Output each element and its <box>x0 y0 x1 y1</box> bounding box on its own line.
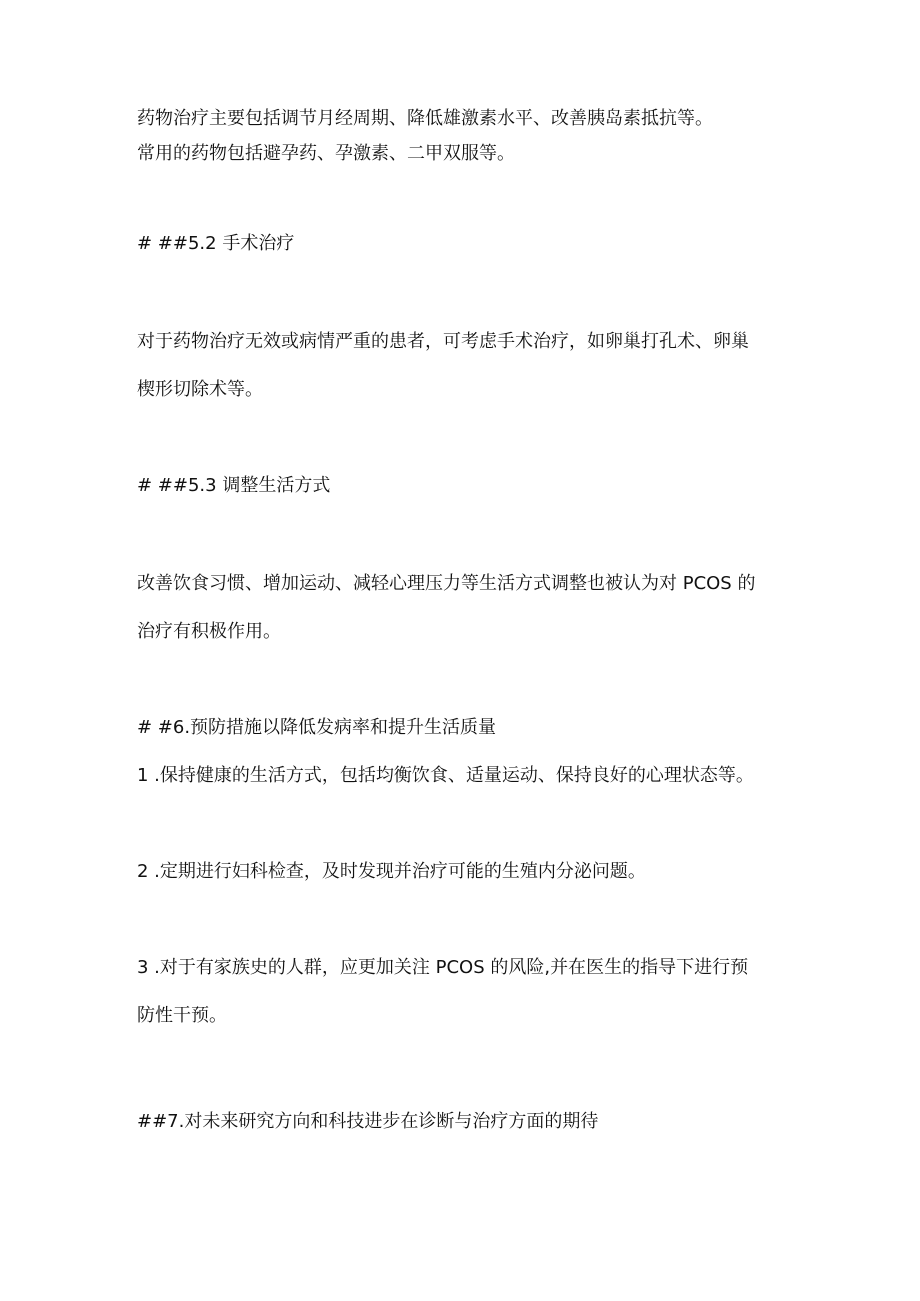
section-heading-5-2: # ##5.2 手术治疗 <box>137 233 295 254</box>
section-heading-5-3: # ##5.3 调整生活方式 <box>137 475 331 496</box>
list-item: 2 .定期进行妇科检查，及时发现并治疗可能的生殖内分泌问题。 <box>137 861 646 882</box>
section-heading-7: ##7.对未来研究方向和科技进步在诊断与治疗方面的期待 <box>137 1111 599 1132</box>
paragraph-line: 药物治疗主要包括调节月经周期、降低雄激素水平、改善胰岛素抵抗等。 <box>137 108 713 129</box>
list-item: 1 .保持健康的生活方式，包括均衡饮食、适量运动、保持良好的心理状态等。 <box>137 765 754 786</box>
paragraph-line: 对于药物治疗无效或病情严重的患者，可考虑手术治疗，如卵巢打孔术、卵巢 <box>137 331 749 352</box>
paragraph-line: 楔形切除术等。 <box>137 379 263 400</box>
section-heading-6: # #6.预防措施以降低发病率和提升生活质量 <box>137 717 497 738</box>
list-item-continuation: 防性干预。 <box>137 1005 227 1026</box>
paragraph-line: 改善饮食习惯、增加运动、减轻心理压力等生活方式调整也被认为对 PCOS 的 <box>137 573 756 594</box>
paragraph-line: 常用的药物包括避孕药、孕激素、二甲双服等。 <box>137 143 515 164</box>
paragraph-line: 治疗有积极作用。 <box>137 621 281 642</box>
list-item: 3 .对于有家族史的人群，应更加关注 PCOS 的风险,并在医生的指导下进行预 <box>137 957 749 978</box>
